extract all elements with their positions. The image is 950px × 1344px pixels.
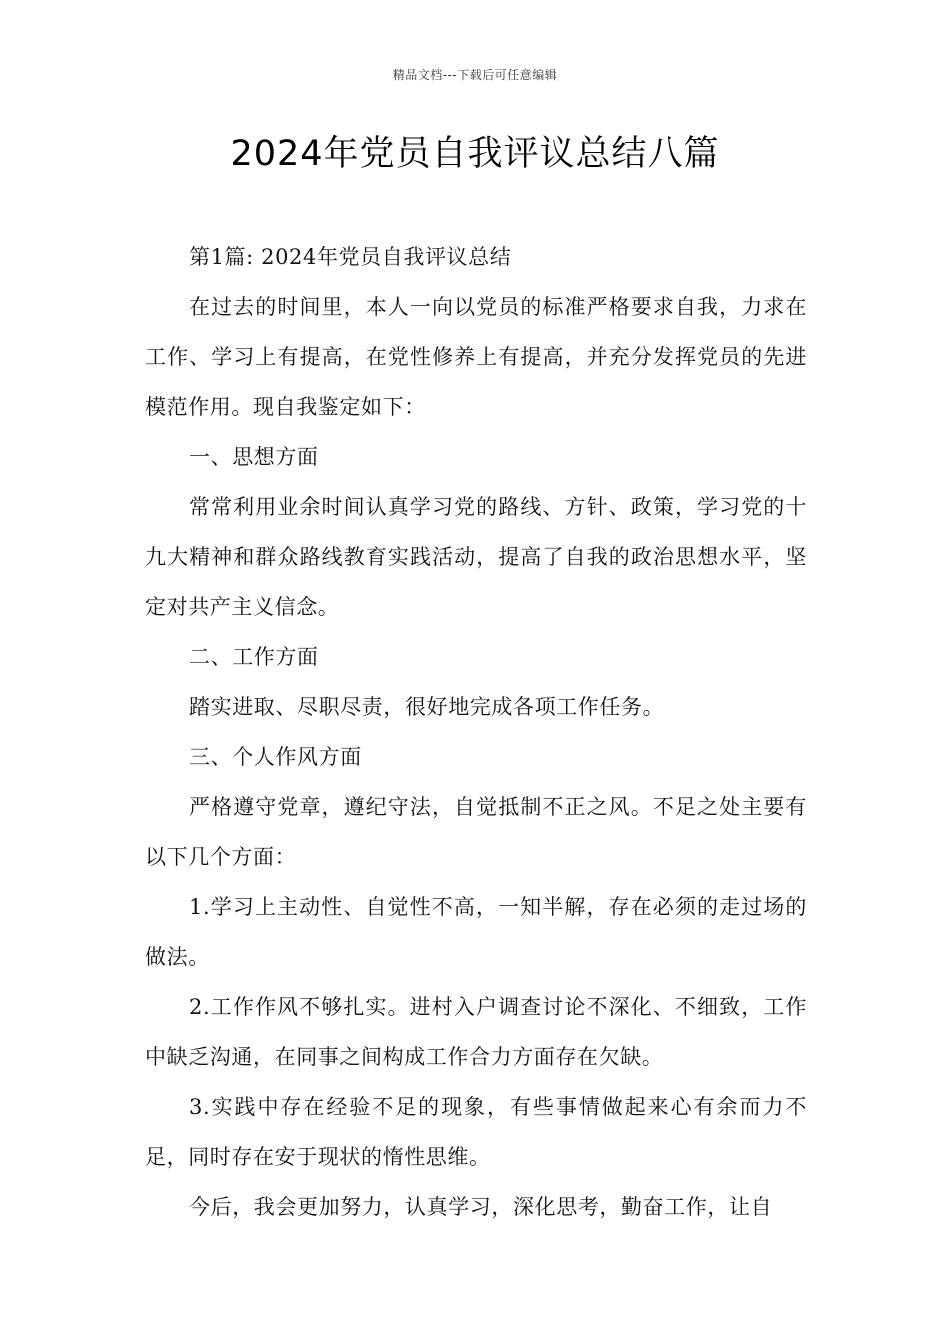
conclusion-paragraph: 今后，我会更加努力，认真学习，深化思考，勤奋工作，让自 — [189, 1195, 773, 1219]
section-heading-part-1: 第1篇: 2024年党员自我评议总结 — [189, 245, 512, 269]
document-body — [145, 232, 807, 1232]
shortcoming-item-1: 1.学习上主动性、自觉性不高，一知半解，存在必须的走过场的做法。 — [145, 895, 807, 969]
shortcoming-item-3: 3.实践中存在经验不足的现象，有些事情做起来心有余而力不足，同时存在安于现状的惰性思维。 — [145, 1095, 807, 1169]
thought-paragraph: 常常利用业余时间认真学习党的路线、方针、政策，学习党的十九大精神和群众路线教育实践活动，提高了自我的政治思想水平，坚定对共产主义信念。 — [145, 495, 807, 619]
style-paragraph: 严格遵守党章，遵纪守法，自觉抵制不正之风。不足之处主要有以下几个方面： — [145, 795, 807, 869]
section-heading-thought: 一、思想方面 — [189, 445, 319, 469]
work-paragraph: 踏实进取、尽职尽责，很好地完成各项工作任务。 — [189, 695, 665, 719]
shortcoming-item-2: 2.工作作风不够扎实。进村入户调查讨论不深化、不细致，工作中缺乏沟通，在同事之间构成工作合力方面存在欠缺。 — [145, 995, 807, 1069]
section-heading-style: 三、个人作风方面 — [189, 745, 362, 769]
intro-paragraph: 在过去的时间里，本人一向以党员的标准严格要求自我，力求在工作、学习上有提高，在党性修养上有提高，并充分发挥党员的先进模范作用。现自我鉴定如下： — [145, 295, 807, 419]
section-heading-work: 二、工作方面 — [189, 645, 319, 669]
document-title: 2024年党员自我评议总结八篇 — [230, 134, 720, 174]
header-note: 精品文档---下载后可任意编辑 — [392, 68, 558, 82]
